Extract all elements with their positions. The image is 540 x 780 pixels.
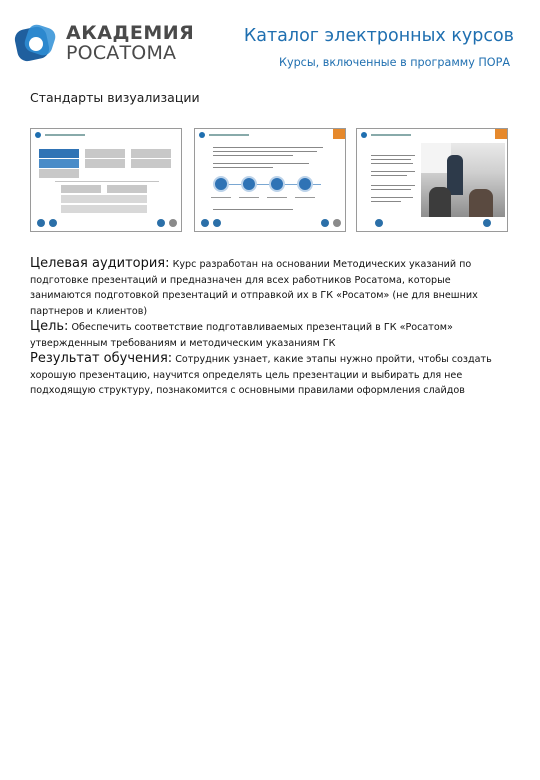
goal-label: Цель: — [30, 319, 69, 334]
presenter-photo — [421, 143, 505, 217]
result-label: Результат обучения: — [30, 351, 173, 366]
rosatom-logo-icon — [14, 22, 58, 66]
rosatom-academy-logo — [14, 20, 194, 70]
logo-line-1: АКАДЕМИЯ — [66, 22, 195, 44]
section-title: Стандарты визуализации — [30, 90, 200, 105]
course-screenshot-1 — [30, 128, 182, 232]
catalog-subtitle: Курсы, включенные в программу ПОРА — [279, 56, 510, 69]
audience-paragraph — [30, 256, 512, 319]
course-description — [30, 256, 512, 399]
result-paragraph — [30, 351, 512, 399]
course-screenshot-3 — [356, 128, 508, 232]
catalog-title: Каталог электронных курсов — [243, 26, 514, 46]
result-text: Сотрудник узнает, какие этапы нужно пройти, чтобы создать хорошую презентацию, научится определять цель презентации и выбирать для нее подходящую структуру, познакомится с основными правилами оформления слайдов — [30, 354, 492, 396]
audience-label: Целевая аудитория: — [30, 256, 170, 271]
goal-text: Обеспечить соответствие подготавливаемых презентаций в ГК «Росатом» утвержденным требованиям и методическим указаниям ГК — [30, 322, 453, 349]
course-screenshot-2 — [194, 128, 346, 232]
audience-text: Курс разработан на основании Методических указаний по подготовке презентаций и предназначен для всех работников Росатома, которые занимаются подготовкой презентаций и отправкой их в ГК «Росатом» (не для внешних партнеров и клиентов) — [30, 259, 478, 317]
logo-line-2: РОСАТОМА — [66, 42, 177, 64]
course-screenshots — [30, 128, 508, 232]
goal-paragraph — [30, 319, 512, 351]
